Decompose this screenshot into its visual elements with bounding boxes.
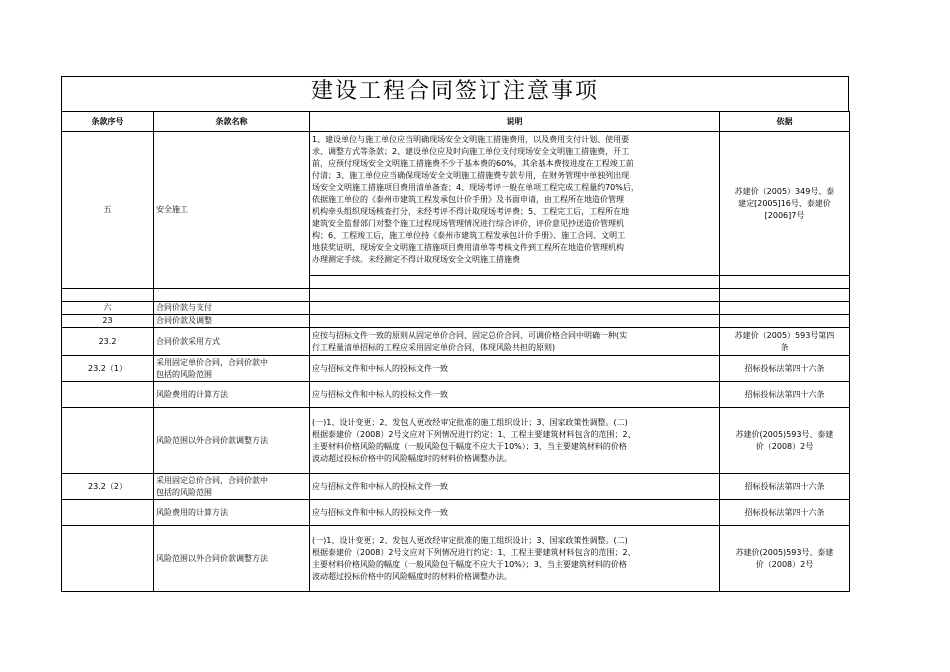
- row-desc: 应与招标文件和中标人的投标文件一致: [310, 382, 720, 408]
- row-desc: 应与招标文件和中标人的投标文件一致: [310, 356, 720, 382]
- row-basis: 苏建价(2005)593号、泰建 价（2008）2号: [720, 526, 850, 592]
- row-no: 六: [62, 302, 154, 315]
- table-row: [62, 382, 850, 408]
- blank-cell: [310, 276, 720, 289]
- title-box: [61, 76, 849, 111]
- row-no: 五: [62, 132, 154, 289]
- row-no: 23: [62, 315, 154, 328]
- blank-cell: [720, 276, 850, 289]
- row-no: 23.2: [62, 328, 154, 356]
- row-name: 风险范围以外合同价款调整方法: [154, 526, 310, 592]
- row-no: [62, 526, 154, 592]
- row-basis: 苏建价(2005)593号、泰建 价（2008）2号: [720, 408, 850, 474]
- table-row: [62, 408, 850, 474]
- row-basis: 苏建价（2005）593号第四 条: [720, 328, 850, 356]
- table-row: [62, 500, 850, 526]
- row-desc: (一)1、设计变更；2、发包人更改经审定批准的施工组织设计；3、国家政策性调整。(二) 根据泰建价（2008）2号文应对下列情况进行约定：1、工程主要建筑材料包含的范围；2、 主要材料价格风险的幅度（一般风险包干幅度不应大于10%）；3、当主要建筑材料的价格 波动超过投标价格中的风险幅度时的材料价格调整办法。: [310, 526, 720, 592]
- table-row: [62, 302, 850, 315]
- row-desc: 应与招标文件和中标人的投标文件一致: [310, 474, 720, 500]
- row-name: 合同价款及调整: [154, 315, 310, 328]
- table-header-row: [62, 112, 850, 132]
- header-desc: 说明: [310, 112, 720, 132]
- row-basis: [720, 302, 850, 315]
- table-row: [62, 474, 850, 500]
- row-no: 23.2（1）: [62, 356, 154, 382]
- row-desc: (一)1、设计变更；2、发包人更改经审定批准的施工组织设计；3、国家政策性调整。(二) 根据泰建价（2008）2号文应对下列情况进行约定：1、工程主要建筑材料包含的范围；2、 主要材料价格风险的幅度（一般风险包干幅度不应大于10%）；3、当主要建筑材料的价格 波动超过投标价格中的风险幅度时的材料价格调整办法。: [310, 408, 720, 474]
- blank-cell: [62, 289, 154, 302]
- table-row-blank: [62, 289, 850, 302]
- row-basis: 招标投标法第四十六条: [720, 500, 850, 526]
- blank-cell: [310, 289, 720, 302]
- row-name: 安全施工: [154, 132, 310, 289]
- table-row: [62, 526, 850, 592]
- row-basis: 招标投标法第四十六条: [720, 382, 850, 408]
- row-name: 采用固定单价合同，合同价款中 包括的风险范围: [154, 356, 310, 382]
- header-no: 条款序号: [62, 112, 154, 132]
- header-basis: 依据: [720, 112, 850, 132]
- row-no: [62, 408, 154, 474]
- table-row: [62, 132, 850, 276]
- row-basis: [720, 315, 850, 328]
- row-no: [62, 382, 154, 408]
- page-title: 建设工程合同签订注意事项: [310, 79, 599, 104]
- row-name: 风险费用的计算方法: [154, 382, 310, 408]
- clauses-table: [61, 111, 850, 592]
- row-basis: 苏建价（2005）349号、泰 建定[2005]16号、泰建价 [2006]7号: [720, 132, 850, 276]
- row-desc: 1、建设单位与施工单位应当明确现场安全文明施工措施费用，以及费用支付计划、使用要 求、调整方式等条款；2、建设单位应及时向施工单位支付现场安全文明施工措施费，开工 前，应预付现场安全文明施工措施费不少于基本费的60%，其余基本费按进度在工程竣工前 付清；3、施工单位应当确保现场安全文明施工措施费专款专用，在财务管理中单独列出现 场安全文明施工措施项目费用清单备查；4、现场考评一般在单项工程完成工程量约70%后， 依据施工单位的《泰州市建筑工程发承包计价手册》及书面申请，由工程所在地造价管理 机构牵头组织现场核查打分，未经考评不得计取现场考评费；5、工程完工后，工程所在地 建筑安全监督部门对整个施工过程现场管理情况进行综合评价，评价意见抄送造价管理机 构；6、工程竣工后，施工单位持《泰州市建筑工程发承包计价手册》、施工合同、文明工 地获奖证明、现场安全文明施工措施项目费用清单等考核文件到工程所在地造价管理机构 办理测定手续。未经测定不得计取现场安全文明施工措施费: [310, 132, 720, 276]
- row-name: 采用固定总价合同，合同价款中 包括的风险范围: [154, 474, 310, 500]
- row-name: 风险范围以外合同价款调整方法: [154, 408, 310, 474]
- table-row: [62, 356, 850, 382]
- row-no: 23.2（2）: [62, 474, 154, 500]
- row-desc: [310, 302, 720, 315]
- row-name: 风险费用的计算方法: [154, 500, 310, 526]
- blank-cell: [720, 289, 850, 302]
- row-name: 合同价款采用方式: [154, 328, 310, 356]
- row-desc: [310, 315, 720, 328]
- row-basis: 招标投标法第四十六条: [720, 474, 850, 500]
- row-basis: 招标投标法第四十六条: [720, 356, 850, 382]
- row-name: 合同价款与支付: [154, 302, 310, 315]
- table-row: [62, 328, 850, 356]
- table-row: [62, 315, 850, 328]
- row-desc: 应按与招标文件一致的原则从固定单价合同、固定总价合同、可调价格合同中明确一种(实 行工程量清单招标的工程应采用固定单价合同，体现风险共担的原则): [310, 328, 720, 356]
- row-desc: 应与招标文件和中标人的投标文件一致: [310, 500, 720, 526]
- blank-cell: [154, 289, 310, 302]
- header-name: 条款名称: [154, 112, 310, 132]
- row-no: [62, 500, 154, 526]
